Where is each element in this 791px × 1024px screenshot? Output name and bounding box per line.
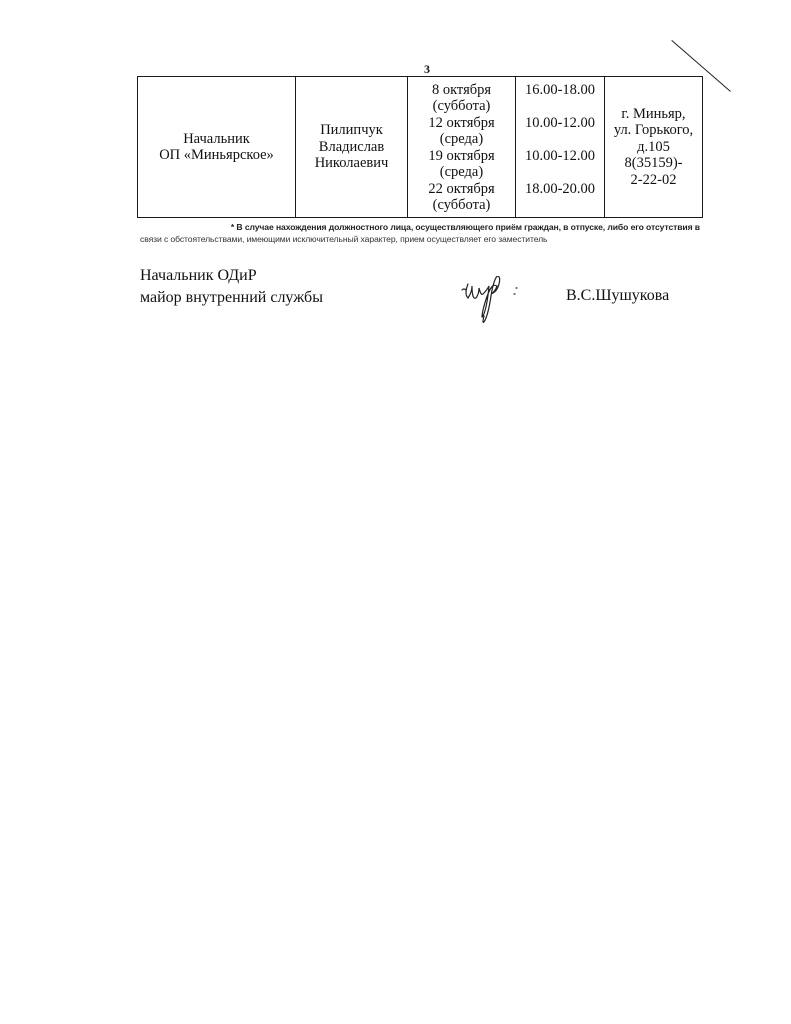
- time-slot: 16.00-18.00: [524, 81, 596, 98]
- time-slot: 10.00-12.00: [524, 114, 596, 131]
- surname: Пилипчук: [320, 122, 383, 139]
- times-cell: [516, 77, 605, 218]
- footnote: [140, 221, 700, 245]
- weekday: (суббота): [432, 197, 491, 213]
- weekday: (среда): [439, 131, 484, 147]
- weekday: (суббота): [432, 98, 491, 114]
- signatory-position: Начальник ОДиР: [140, 267, 257, 284]
- footnote-line: * В случае нахождения должностного лица, осуществляющего приём граждан, в отпуске, либо его отсутствия в: [230, 222, 700, 232]
- page-number: 3: [424, 62, 430, 76]
- position-line: ОП «Миньярское»: [159, 147, 274, 163]
- reception-schedule-table: [137, 76, 703, 218]
- signatory-rank: майор внутренний службы: [140, 289, 323, 306]
- date: 22 октября: [428, 180, 495, 197]
- position-line: Начальник: [183, 130, 250, 147]
- address-line: д.105: [637, 138, 670, 155]
- table-row: [138, 77, 703, 218]
- time-slot: 10.00-12.00: [524, 147, 596, 164]
- time-slot: 18.00-20.00: [524, 180, 596, 197]
- date: 8 октября: [431, 81, 492, 98]
- date: 19 октября: [428, 147, 495, 164]
- first-name: Владислав: [318, 138, 385, 155]
- phone-line: 2-22-02: [630, 171, 677, 188]
- address-line: г. Миньяр,: [621, 105, 686, 122]
- dates-cell: [408, 77, 516, 218]
- signatory-title: [140, 265, 323, 309]
- patronymic: Николаевич: [314, 155, 389, 172]
- date: 12 октября: [428, 114, 495, 131]
- address-cell: [605, 77, 703, 218]
- phone-line: 8(35159)-: [624, 155, 683, 172]
- footnote-line: связи с обстоятельствами, имеющими исключительный характер, прием осуществляет его заместитель: [140, 234, 548, 244]
- position-cell: [138, 77, 296, 218]
- weekday: (среда): [439, 164, 484, 180]
- handwritten-signature-icon: [458, 276, 536, 328]
- signatory-name: В.С.Шушукова: [566, 287, 670, 304]
- address-line: ул. Горького,: [613, 122, 694, 139]
- name-cell: [296, 77, 408, 218]
